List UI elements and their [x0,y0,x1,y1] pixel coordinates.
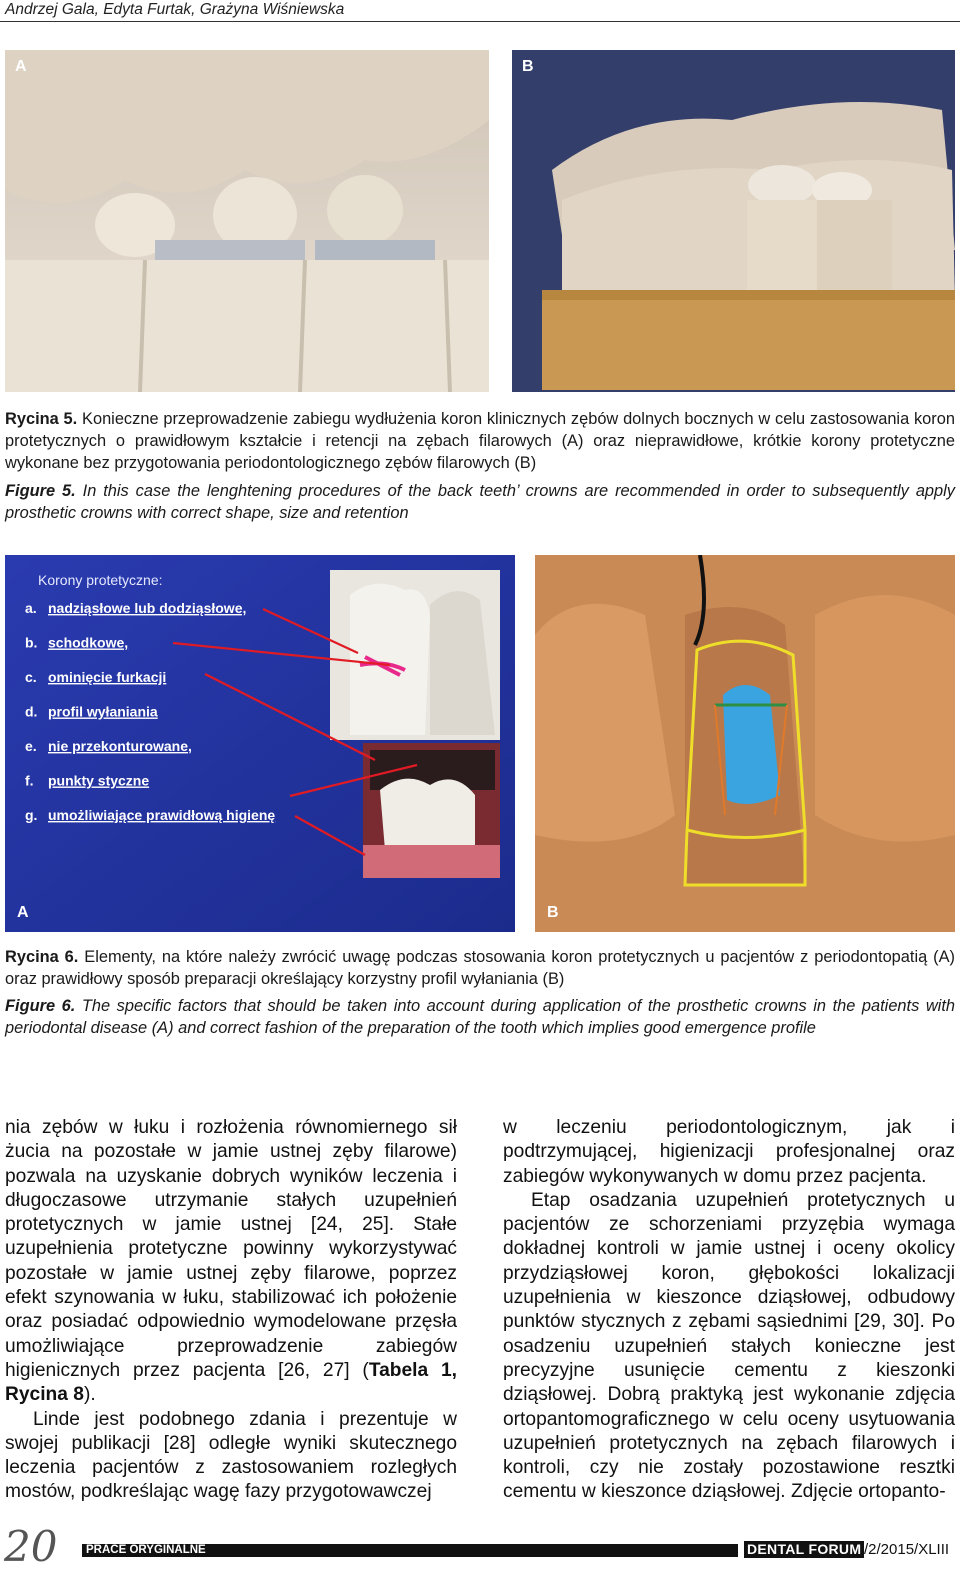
body-column-right [503,1116,955,1505]
body-text: nia zębów w łuku i rozłożenia równomiernego sił żucia na pozostałe w jamie ustnej zęby filarowe) pozwala na uzyskanie dobrych wyników leczenia i długoczasowe utrzymanie stałych uzupełnień protetycznych w jamie ustnej [24, 25]. Stałe uzupełnienia protetyczne powinny wykorzystywać pozostałe w jamie ustnej zęby filarowe, poprzez efekt szynowania w łuku, stabilizować ich położenie oraz posiadać odpowiednio wymodelowane przęsła umożliwiające przeprowadzenie zabiegów higienicznych przez pacjenta [26, 27] ( [5,1117,457,1381]
body-column-left [5,1116,457,1505]
figure5-caption-en-label: Figure 5. [5,482,76,500]
journal-name: DENTAL FORUM [744,1541,864,1558]
figure6-caption-pl-label: Rycina 6. [5,948,79,966]
table-figure-reference: Tabela 1, Rycina 8 [5,1359,457,1406]
figure6-panel-b-label: B [547,904,559,921]
figure6-caption-en [5,996,955,1040]
figure6-list-letter: d. [25,703,38,720]
body-paragraph [5,1116,457,1408]
figure6-photo-a [5,555,515,932]
figure6-caption-pl [5,947,955,991]
figure5-caption-pl [5,409,955,474]
figure6-list-letter: g. [25,807,38,823]
figure5-photo-a [5,50,489,392]
figure5-panel-a-label: A [15,58,27,75]
figure6-list-item: ominięcie furkacji [48,669,167,685]
page-number: 20 [4,1522,58,1569]
running-header-authors: Andrzej Gala, Edyta Furtak, Grażyna Wiśniewska [5,1,345,18]
figure6-list-title: Korony protetyczne: [38,572,163,588]
figure6-list-item: nie przekonturowane, [48,738,192,754]
figure6-list-item: profil wyłaniania [48,703,158,720]
figure5-caption-en [5,481,955,525]
figure5-caption-pl-label: Rycina 5. [5,410,78,428]
figure5-panel-b-label: B [522,58,534,75]
figure6-list-item: schodkowe, [48,634,129,651]
figure6-list-letter: c. [25,669,37,685]
header-rule [0,21,960,22]
figure5-caption-pl-text: Konieczne przeprowadzenie zabiegu wydłużenia koron klinicznych zębów dolnych bocznych w celu zastosowania koron protetycznych o prawidłowym kształcie i retencji na zębach filarowych (A) oraz nieprawidłowe, krótkie korony protetyczne wykonane bez przygotowania periodontologicznego zębów filarowych (B) [5,410,955,472]
figure6-caption-en-text: The specific factors that should be taken into account during application of the prosthetic crowns in the patients with periodontal disease (A) and correct fashion of the preparation of the tooth which implies good emergence profile [5,997,955,1037]
journal-issue: /2/2015/XLIII [864,1541,950,1558]
figure6-list-item: umożliwiające prawidłową higienę [48,807,276,823]
body-text: ). [83,1384,96,1406]
section-label: PRACE ORYGINALNE [82,1544,210,1557]
figure6-list-letter: b. [25,634,38,651]
figure6-list-letter: f. [25,772,34,789]
figure6-caption-en-label: Figure 6. [5,997,76,1015]
figure6-list-item: punkty styczne [48,772,150,789]
figure6-list-letter: e. [25,738,37,754]
figure5-photo-b [512,50,955,392]
figure5-caption-en-text: In this case the lenghtening procedures of the back teeth’ crowns are recommended in order to subsequently apply prosthetic crowns with correct shape, size and retention [5,482,955,522]
figure6-list-item: nadziąsłowe lub dodziąsłowe, [48,600,247,616]
figure6-caption-pl-text: Elementy, na które należy zwrócić uwagę podczas stosowania koron protetycznych u pacjentów z periodontopatią (A) oraz prawidłowy sposób preparacji określający korzystny profil wyłaniania (B) [5,948,955,988]
body-paragraph: w leczeniu periodontologicznym, jak i podtrzymującej, higienizacji profesjonalnej oraz zabiegów wykonywanych w domu przez pacjenta. [503,1117,955,1187]
figure6-photo-b [535,555,955,932]
figure6-list-letter: a. [25,600,37,616]
body-paragraph: Linde jest podobnego zdania i prezentuje w swojej publikacji [28] odległe wyniki skutecznego leczenia pacjentów z zastosowaniem rozległych mostów, podkreślając wagę fazy przygotowawczej [5,1408,457,1503]
figure6-panel-a-label: A [17,904,29,921]
body-paragraph: Etap osadzania uzupełnień protetycznych u pacjentów ze schorzeniami przyzębia wymaga dokładnej kontroli w jamie ustnej i oceny okolicy przydziąsłowej koron, głębokości lokalizacji uzupełnienia w kieszonce dziąsłowej, odbudowy punktów stycznych z zębami sąsiednimi [29, 30]. Po osadzeniu uzupełnień stałych konieczne jest precyzyjne usunięcie cementu z kieszonki dziąsłowej. Dobrą praktyką jest wykonanie zdjęcia ortopantomograficznego w celu oceny usytuowania uzupełnień protetycznych na zębach filarowych i kontroli, czy nie zostały pozostawione resztki cementu w kieszonce dziąsłowej. Zdjęcie ortopanto- [503,1189,955,1503]
